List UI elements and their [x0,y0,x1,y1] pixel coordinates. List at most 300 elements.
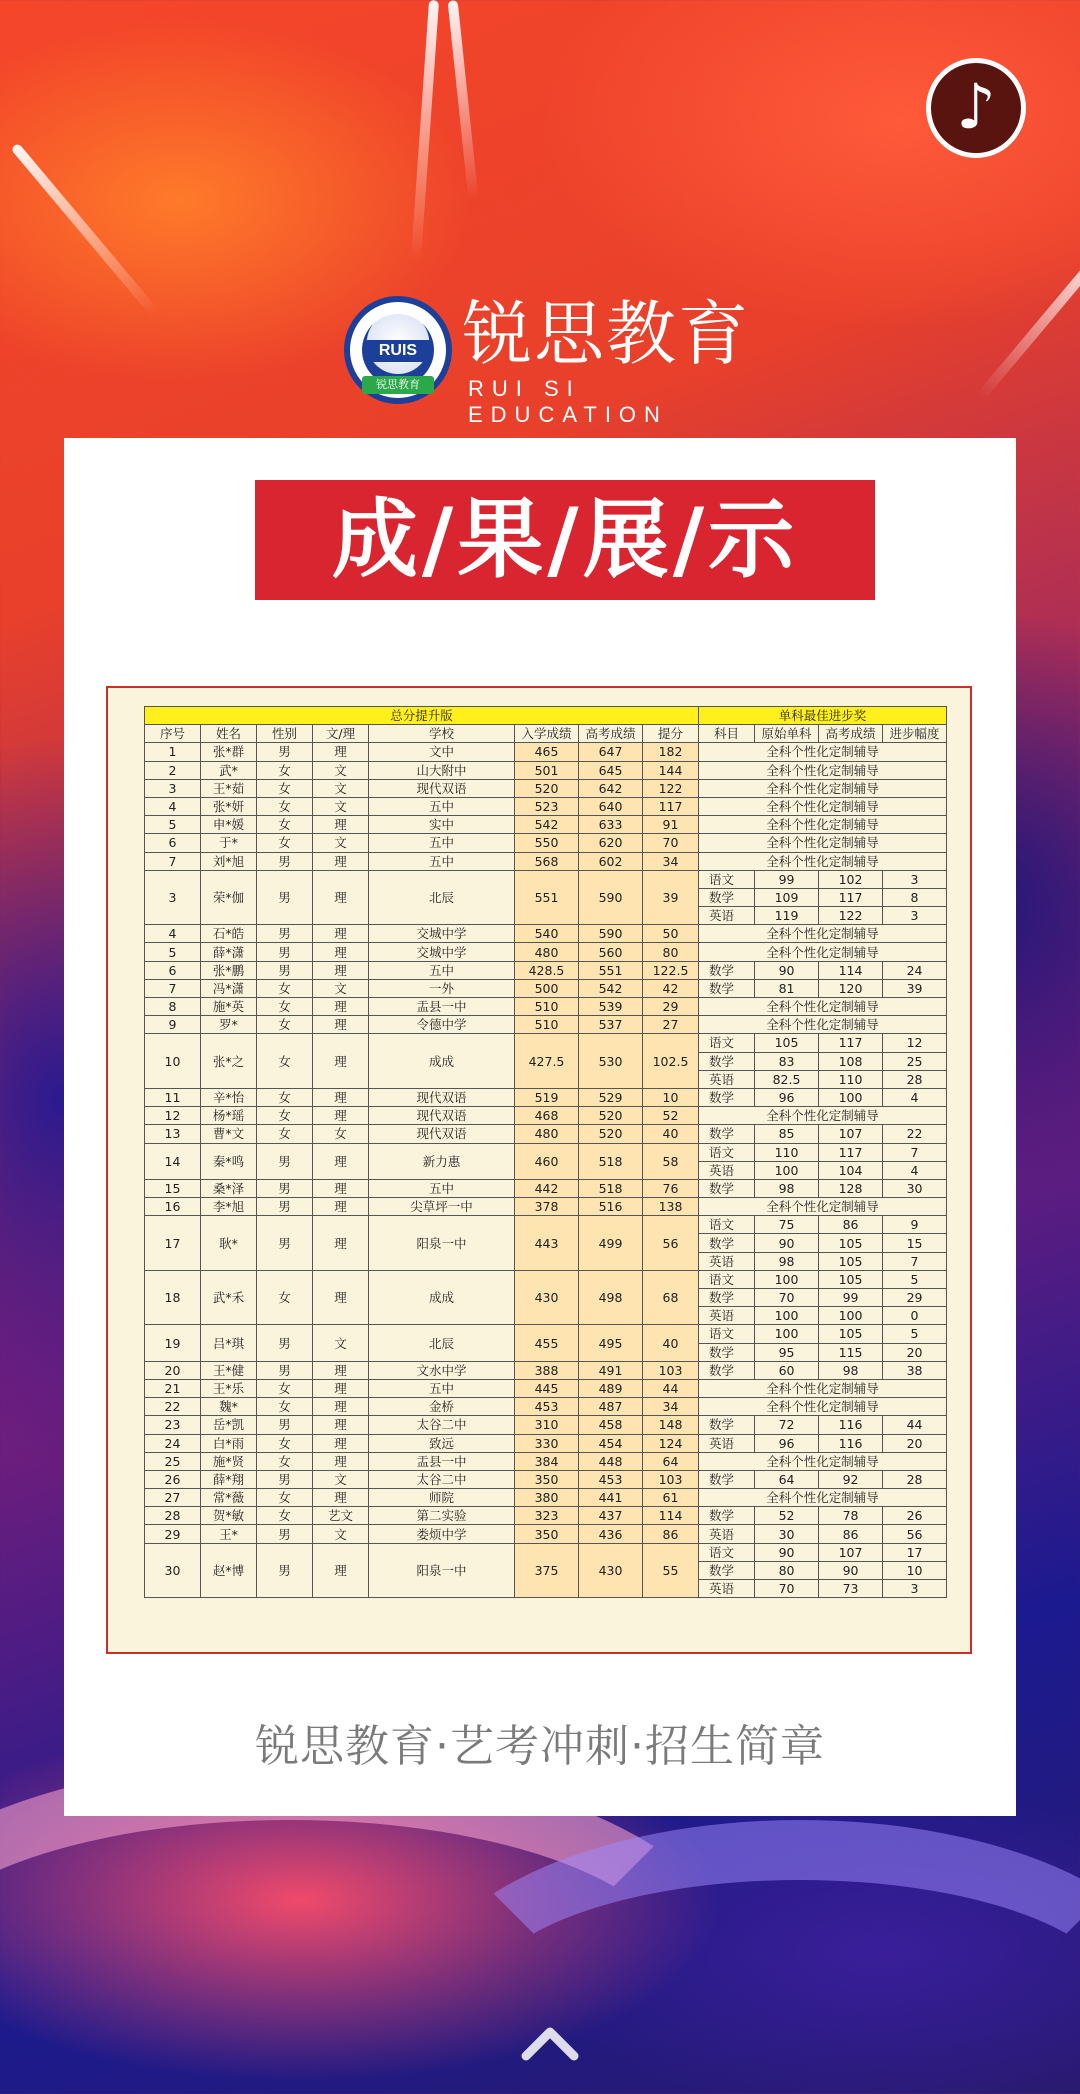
cell-track: 理 [313,943,369,961]
cell-entry-score: 323 [515,1507,579,1525]
cell-improvement: 25 [883,1052,947,1070]
cell-score-gain: 40 [643,1325,699,1361]
cell-improvement: 4 [883,1088,947,1106]
cell-entry-score: 551 [515,870,579,925]
cell-final-score: 117 [819,1143,883,1161]
cell-sex: 女 [257,1379,313,1397]
cell-entry-score: 568 [515,852,579,870]
cell-gaokao-score: 499 [579,1216,643,1271]
column-header: 性别 [257,725,313,743]
cell-index: 27 [145,1489,201,1507]
cell-subject: 英语 [699,907,755,925]
cell-final-score: 104 [819,1161,883,1179]
cell-entry-score: 519 [515,1088,579,1106]
cell-track: 理 [313,1398,369,1416]
cell-entry-score: 468 [515,1107,579,1125]
cell-school: 阳泉一中 [369,1216,515,1271]
cell-improvement: 5 [883,1270,947,1288]
cell-improvement: 4 [883,1161,947,1179]
column-header: 进步幅度 [883,725,947,743]
cell-gaokao-score: 529 [579,1088,643,1106]
cell-score-gain: 39 [643,870,699,925]
cell-subject: 数学 [699,1470,755,1488]
cell-index: 4 [145,925,201,943]
cell-school: 五中 [369,961,515,979]
cell-name: 石*皓 [201,925,257,943]
cell-track: 理 [313,925,369,943]
cell-gaokao-score: 642 [579,779,643,797]
cell-coaching-note: 全科个性化定制辅导 [699,779,947,797]
cell-track: 文 [313,1525,369,1543]
cell-track: 理 [313,870,369,925]
table-row [145,1379,947,1397]
cell-index: 1 [145,743,201,761]
cell-coaching-note: 全科个性化定制辅导 [699,1379,947,1397]
cell-track: 文 [313,1470,369,1488]
music-note-icon: ♪ [956,70,996,143]
cell-track: 女 [313,1125,369,1143]
cell-index: 18 [145,1270,201,1325]
cell-coaching-note: 全科个性化定制辅导 [699,852,947,870]
cell-original-score: 100 [755,1270,819,1288]
cell-name: 杨*瑶 [201,1107,257,1125]
cell-school: 现代双语 [369,1125,515,1143]
cell-school: 五中 [369,834,515,852]
cell-sex: 女 [257,1489,313,1507]
table-row [145,1507,947,1525]
cell-score-gain: 103 [643,1470,699,1488]
cell-school: 令德中学 [369,1016,515,1034]
cell-coaching-note: 全科个性化定制辅导 [699,1016,947,1034]
table-row [145,1525,947,1543]
cell-entry-score: 430 [515,1270,579,1325]
cell-school: 盂县一中 [369,998,515,1016]
table-row [145,1398,947,1416]
cell-improvement: 28 [883,1070,947,1088]
cell-gaokao-score: 487 [579,1398,643,1416]
cell-name: 赵*博 [201,1543,257,1598]
cell-school: 第二实验 [369,1507,515,1525]
cell-gaokao-score: 539 [579,998,643,1016]
cell-sex: 男 [257,1198,313,1216]
cell-score-gain: 70 [643,834,699,852]
cell-original-score: 110 [755,1143,819,1161]
cell-index: 17 [145,1216,201,1271]
cell-subject: 语文 [699,1270,755,1288]
cell-improvement: 20 [883,1434,947,1452]
cell-final-score: 99 [819,1289,883,1307]
table-row [145,925,947,943]
table-row [145,1470,947,1488]
cell-school: 致远 [369,1434,515,1452]
cell-subject: 数学 [699,1416,755,1434]
cell-improvement: 24 [883,961,947,979]
cell-score-gain: 34 [643,1398,699,1416]
cell-improvement: 3 [883,870,947,888]
cell-gaokao-score: 602 [579,852,643,870]
column-header: 姓名 [201,725,257,743]
cell-original-score: 90 [755,961,819,979]
cell-school: 尖草坪一中 [369,1198,515,1216]
cell-name: 施*英 [201,998,257,1016]
table-row [145,816,947,834]
cell-name: 武*禾 [201,1270,257,1325]
cell-final-score: 78 [819,1507,883,1525]
cell-original-score: 85 [755,1125,819,1143]
cell-index: 22 [145,1398,201,1416]
cell-entry-score: 384 [515,1452,579,1470]
column-header: 学校 [369,725,515,743]
cell-sex: 男 [257,1179,313,1197]
cell-entry-score: 510 [515,998,579,1016]
cell-track: 理 [313,1088,369,1106]
cell-school: 五中 [369,797,515,815]
cell-name: 施*贤 [201,1452,257,1470]
light-streak [977,240,1080,400]
cell-improvement: 15 [883,1234,947,1252]
cell-track: 理 [313,1543,369,1598]
cell-track: 理 [313,961,369,979]
cell-entry-score: 500 [515,979,579,997]
logo-badge-tag: 锐思教育 [362,376,434,394]
cell-sex: 女 [257,779,313,797]
cell-subject: 数学 [699,1234,755,1252]
cell-index: 15 [145,1179,201,1197]
cell-improvement: 10 [883,1561,947,1579]
cell-final-score: 105 [819,1270,883,1288]
cell-name: 武* [201,761,257,779]
cell-original-score: 75 [755,1216,819,1234]
cell-entry-score: 455 [515,1325,579,1361]
cell-final-score: 115 [819,1343,883,1361]
cell-coaching-note: 全科个性化定制辅导 [699,1107,947,1125]
cell-entry-score: 550 [515,834,579,852]
cell-sex: 男 [257,1216,313,1271]
cell-index: 29 [145,1525,201,1543]
cell-entry-score: 350 [515,1525,579,1543]
cell-gaokao-score: 590 [579,870,643,925]
table-column-header-row [145,725,947,743]
cell-sex: 女 [257,998,313,1016]
cell-gaokao-score: 441 [579,1489,643,1507]
cell-final-score: 105 [819,1325,883,1343]
cell-name: 罗* [201,1016,257,1034]
cell-entry-score: 453 [515,1398,579,1416]
cell-index: 13 [145,1125,201,1143]
cell-score-gain: 50 [643,925,699,943]
cell-sex: 男 [257,925,313,943]
cell-school: 成成 [369,1270,515,1325]
cell-score-gain: 40 [643,1125,699,1143]
cell-entry-score: 510 [515,1016,579,1034]
cell-original-score: 80 [755,1561,819,1579]
cell-name: 王*乐 [201,1379,257,1397]
cell-original-score: 30 [755,1525,819,1543]
cell-gaokao-score: 560 [579,943,643,961]
cell-track: 理 [313,1143,369,1179]
cell-final-score: 116 [819,1434,883,1452]
cell-school: 一外 [369,979,515,997]
cell-index: 3 [145,870,201,925]
cell-name: 秦*鸣 [201,1143,257,1179]
cell-original-score: 99 [755,870,819,888]
cell-original-score: 100 [755,1161,819,1179]
cell-improvement: 5 [883,1325,947,1343]
cell-sex: 女 [257,761,313,779]
cell-name: 荣*伽 [201,870,257,925]
table-row [145,1489,947,1507]
cell-subject: 语文 [699,1543,755,1561]
cell-gaokao-score: 458 [579,1416,643,1434]
table-row [145,779,947,797]
cell-gaokao-score: 647 [579,743,643,761]
cell-name: 常*薇 [201,1489,257,1507]
table-row [145,743,947,761]
cell-track: 文 [313,1325,369,1361]
cell-index: 7 [145,852,201,870]
cell-improvement: 56 [883,1525,947,1543]
cell-sex: 男 [257,852,313,870]
cell-original-score: 109 [755,888,819,906]
cell-final-score: 110 [819,1070,883,1088]
cell-sex: 女 [257,797,313,815]
cell-improvement: 7 [883,1143,947,1161]
cell-track: 理 [313,1434,369,1452]
cell-score-gain: 64 [643,1452,699,1470]
cell-index: 24 [145,1434,201,1452]
cell-name: 王* [201,1525,257,1543]
cell-final-score: 120 [819,979,883,997]
cell-final-score: 102 [819,870,883,888]
cell-index: 23 [145,1416,201,1434]
cell-score-gain: 102.5 [643,1034,699,1089]
cell-improvement: 29 [883,1289,947,1307]
cell-subject: 数学 [699,1125,755,1143]
cell-entry-score: 388 [515,1361,579,1379]
table-body [145,743,947,1598]
cell-sex: 男 [257,1143,313,1179]
cell-school: 盂县一中 [369,1452,515,1470]
cell-score-gain: 61 [643,1489,699,1507]
cell-name: 曹*文 [201,1125,257,1143]
column-header: 高考成绩 [819,725,883,743]
cell-final-score: 105 [819,1234,883,1252]
cell-sex: 男 [257,1361,313,1379]
cell-original-score: 83 [755,1052,819,1070]
cell-score-gain: 148 [643,1416,699,1434]
results-banner: 成/果/展/示 [255,480,875,600]
cell-name: 刘*旭 [201,852,257,870]
cell-gaokao-score: 498 [579,1270,643,1325]
cell-name: 李*旭 [201,1198,257,1216]
cell-index: 16 [145,1198,201,1216]
cell-subject: 数学 [699,1343,755,1361]
cell-sex: 女 [257,1434,313,1452]
cell-coaching-note: 全科个性化定制辅导 [699,925,947,943]
cell-sex: 男 [257,1416,313,1434]
cell-index: 8 [145,998,201,1016]
cell-subject: 数学 [699,1088,755,1106]
column-header: 高考成绩 [579,725,643,743]
cell-improvement: 9 [883,1216,947,1234]
cell-name: 魏* [201,1398,257,1416]
cell-gaokao-score: 537 [579,1016,643,1034]
cell-improvement: 39 [883,979,947,997]
cell-improvement: 28 [883,1470,947,1488]
cell-gaokao-score: 520 [579,1107,643,1125]
cell-gaokao-score: 518 [579,1143,643,1179]
cell-final-score: 86 [819,1216,883,1234]
cell-subject: 英语 [699,1070,755,1088]
cell-subject: 英语 [699,1580,755,1598]
cell-improvement: 22 [883,1125,947,1143]
cell-final-score: 73 [819,1580,883,1598]
cell-school: 交城中学 [369,925,515,943]
light-streak [10,143,159,318]
table-row [145,834,947,852]
cell-entry-score: 442 [515,1179,579,1197]
brand-title: 锐思教育 [462,293,750,375]
cell-track: 文 [313,761,369,779]
cell-subject: 数学 [699,1507,755,1525]
table-row [145,1125,947,1143]
cell-entry-score: 310 [515,1416,579,1434]
cell-school: 现代双语 [369,1088,515,1106]
cell-track: 理 [313,1379,369,1397]
cell-name: 桑*泽 [201,1179,257,1197]
cell-track: 理 [313,1416,369,1434]
cell-name: 贺*敏 [201,1507,257,1525]
column-header: 入学成绩 [515,725,579,743]
cell-sex: 女 [257,1034,313,1089]
cell-subject: 数学 [699,1052,755,1070]
cell-index: 26 [145,1470,201,1488]
cell-score-gain: 122 [643,779,699,797]
cell-score-gain: 44 [643,1379,699,1397]
table-row [145,1216,947,1234]
cell-score-gain: 114 [643,1507,699,1525]
cell-index: 30 [145,1543,201,1598]
cell-final-score: 100 [819,1088,883,1106]
cell-improvement: 17 [883,1543,947,1561]
logo-badge-text: RUIS [364,340,432,362]
cell-score-gain: 56 [643,1216,699,1271]
cell-sex: 女 [257,816,313,834]
cell-coaching-note: 全科个性化定制辅导 [699,761,947,779]
cell-original-score: 98 [755,1252,819,1270]
cell-improvement: 0 [883,1307,947,1325]
cell-gaokao-score: 437 [579,1507,643,1525]
cell-original-score: 96 [755,1088,819,1106]
cell-score-gain: 117 [643,797,699,815]
cell-track: 艺文 [313,1507,369,1525]
cell-track: 理 [313,1179,369,1197]
cell-improvement: 44 [883,1416,947,1434]
cell-sex: 男 [257,1325,313,1361]
cell-name: 吕*琪 [201,1325,257,1361]
cell-score-gain: 52 [643,1107,699,1125]
cell-entry-score: 523 [515,797,579,815]
cell-subject: 数学 [699,1561,755,1579]
cell-final-score: 108 [819,1052,883,1070]
cell-track: 理 [313,1452,369,1470]
cell-track: 文 [313,834,369,852]
cell-improvement: 8 [883,888,947,906]
cell-subject: 语文 [699,1143,755,1161]
cell-name: 申*媛 [201,816,257,834]
table-row [145,943,947,961]
cell-improvement: 3 [883,907,947,925]
cell-index: 20 [145,1361,201,1379]
cell-final-score: 86 [819,1525,883,1543]
logo-emblem [344,296,452,404]
cell-gaokao-score: 520 [579,1125,643,1143]
cell-index: 5 [145,943,201,961]
cell-sex: 男 [257,943,313,961]
chevron-up-icon[interactable] [520,2022,580,2062]
cell-subject: 语文 [699,870,755,888]
cell-school: 文中 [369,743,515,761]
cell-name: 王*茹 [201,779,257,797]
cell-coaching-note: 全科个性化定制辅导 [699,797,947,815]
cell-school: 太谷二中 [369,1470,515,1488]
results-card [64,438,1016,1816]
cell-improvement: 26 [883,1507,947,1525]
cell-gaokao-score: 495 [579,1325,643,1361]
column-header: 文/理 [313,725,369,743]
cell-coaching-note: 全科个性化定制辅导 [699,1398,947,1416]
table-row [145,1434,947,1452]
cell-track: 理 [313,1361,369,1379]
cell-index: 25 [145,1452,201,1470]
cell-gaokao-score: 489 [579,1379,643,1397]
cell-name: 王*健 [201,1361,257,1379]
music-toggle-button[interactable] [926,58,1026,158]
cell-gaokao-score: 542 [579,979,643,997]
cell-name: 耿* [201,1216,257,1271]
cell-score-gain: 182 [643,743,699,761]
cell-name: 张*妍 [201,797,257,815]
cell-final-score: 122 [819,907,883,925]
cell-school: 阳泉一中 [369,1543,515,1598]
cell-name: 辛*怡 [201,1088,257,1106]
cell-improvement: 38 [883,1361,947,1379]
table-row [145,1016,947,1034]
cell-score-gain: 138 [643,1198,699,1216]
cell-track: 理 [313,1107,369,1125]
cell-subject: 英语 [699,1161,755,1179]
cell-final-score: 105 [819,1252,883,1270]
cell-track: 理 [313,852,369,870]
cell-sex: 男 [257,743,313,761]
cell-name: 于* [201,834,257,852]
table-group-header-row [145,707,947,725]
cell-subject: 语文 [699,1216,755,1234]
brand-logo [344,292,784,427]
cell-coaching-note: 全科个性化定制辅导 [699,743,947,761]
light-streak [411,0,439,260]
cell-subject: 数学 [699,1361,755,1379]
cell-school: 五中 [369,1379,515,1397]
table-row [145,1198,947,1216]
cell-gaokao-score: 530 [579,1034,643,1089]
cell-subject: 英语 [699,1525,755,1543]
cell-subject: 数学 [699,1289,755,1307]
cell-improvement: 12 [883,1034,947,1052]
cell-score-gain: 86 [643,1525,699,1543]
cell-entry-score: 427.5 [515,1034,579,1089]
cell-gaokao-score: 454 [579,1434,643,1452]
